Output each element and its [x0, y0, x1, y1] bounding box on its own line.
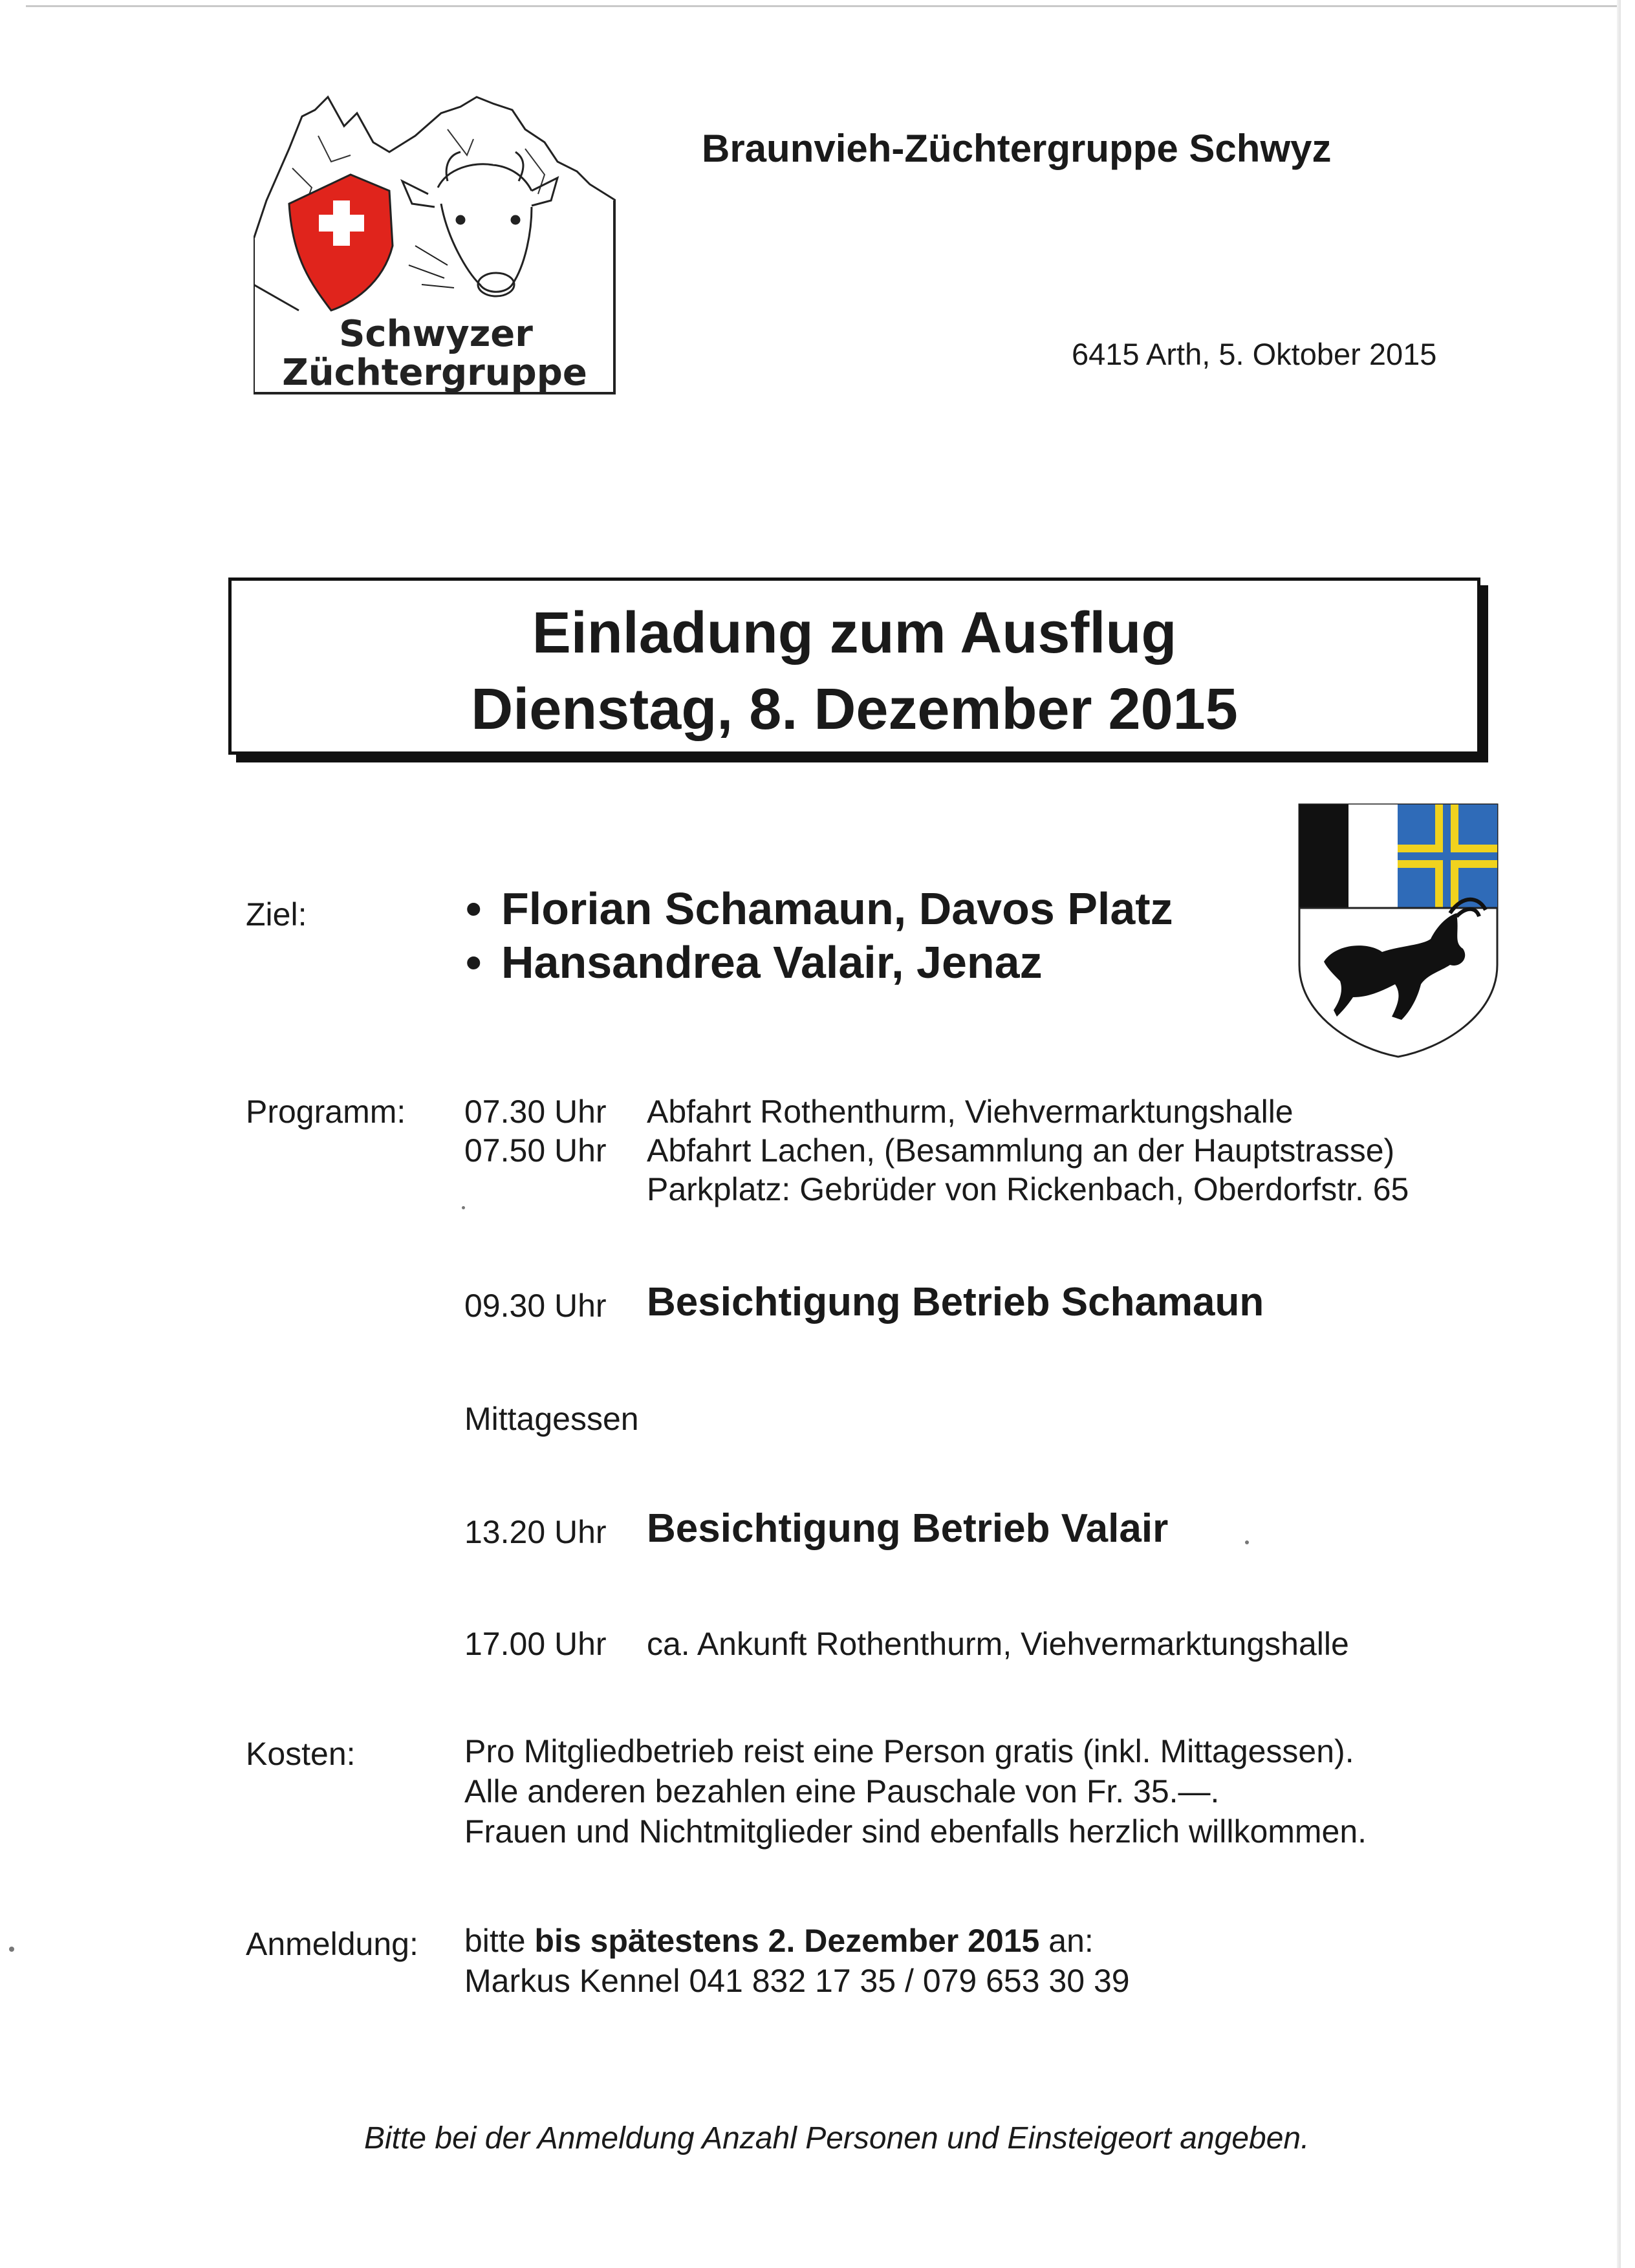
destination-item: • Hansandrea Valair, Jenaz [466, 937, 1043, 988]
graubuenden-coat-of-arms-icon [1298, 803, 1499, 1059]
program-highlight: Besichtigung Betrieb Schamaun [647, 1280, 1264, 1324]
program-text: Parkplatz: Gebrüder von Rickenbach, Oberdorfstr. 65 [647, 1171, 1409, 1207]
logo-text-line2: Züchtergruppe [282, 352, 587, 394]
scan-speck [462, 1206, 465, 1209]
program-highlight: Besichtigung Betrieb Valair [647, 1506, 1169, 1551]
bullet-icon: • [466, 937, 482, 988]
bullet-icon: • [466, 883, 482, 934]
program-text: Mittagessen [464, 1401, 639, 1437]
registration-label: Anmeldung: [246, 1926, 418, 1962]
place-date: 6415 Arth, 5. Oktober 2015 [1072, 337, 1437, 371]
program-text: Abfahrt Lachen, (Besammlung an der Hauptstrasse) [647, 1132, 1395, 1169]
registration-contact: Markus Kennel 041 832 17 35 / 079 653 30 39 [464, 1963, 1130, 1999]
title-line-1: Einladung zum Ausflug [532, 601, 1177, 665]
title-box [228, 578, 1480, 755]
registration-deadline: bis spätestens 2. Dezember 2015 [534, 1923, 1040, 1959]
program-time: 09.30 Uhr [464, 1288, 607, 1324]
footer-note: Bitte bei der Anmeldung Anzahl Personen und Einsteigeort angeben. [364, 2121, 1310, 2155]
registration-text: bitte bis spätestens 2. Dezember 2015 an: Markus Kennel 041 832 17 35 / 079 653 30 39 [464, 1921, 1130, 2001]
program-time: 13.20 Uhr [464, 1514, 607, 1550]
costs-label: Kosten: [246, 1736, 356, 1772]
program-time: 07.50 Uhr [464, 1132, 607, 1169]
costs-text: Pro Mitgliedbetrieb reist eine Person gratis (inkl. Mittagessen). Alle anderen bezahlen eine Pauschale von Fr. 35.—. Frauen und Nichtmitglieder sind ebenfalls herzlich willkommen. [464, 1733, 1367, 1850]
scan-speck [9, 1947, 14, 1952]
program-label: Programm: [246, 1094, 406, 1130]
logo-text-line1: Schwyzer [339, 313, 533, 355]
destination-label: Ziel: [246, 896, 307, 933]
cow-head-icon [402, 152, 558, 296]
scan-artifact-edge [1617, 0, 1621, 2268]
swiss-shield-icon [289, 175, 393, 310]
title-line-2: Dienstag, 8. Dezember 2015 [471, 677, 1238, 742]
destination-item: • Florian Schamaun, Davos Platz [466, 883, 1173, 934]
program-time: 17.00 Uhr [464, 1626, 607, 1662]
scan-artifact-line [26, 5, 1617, 7]
program-text: Abfahrt Rothenthurm, Viehvermarktungshalle [647, 1094, 1294, 1130]
program-text: ca. Ankunft Rothenthurm, Viehvermarktungshalle [647, 1626, 1349, 1662]
scan-speck [1245, 1540, 1249, 1544]
program-time: 07.30 Uhr [464, 1094, 607, 1130]
zuechtergruppe-logo [254, 91, 616, 394]
organization-name: Braunvieh-Züchtergruppe Schwyz [702, 127, 1332, 170]
